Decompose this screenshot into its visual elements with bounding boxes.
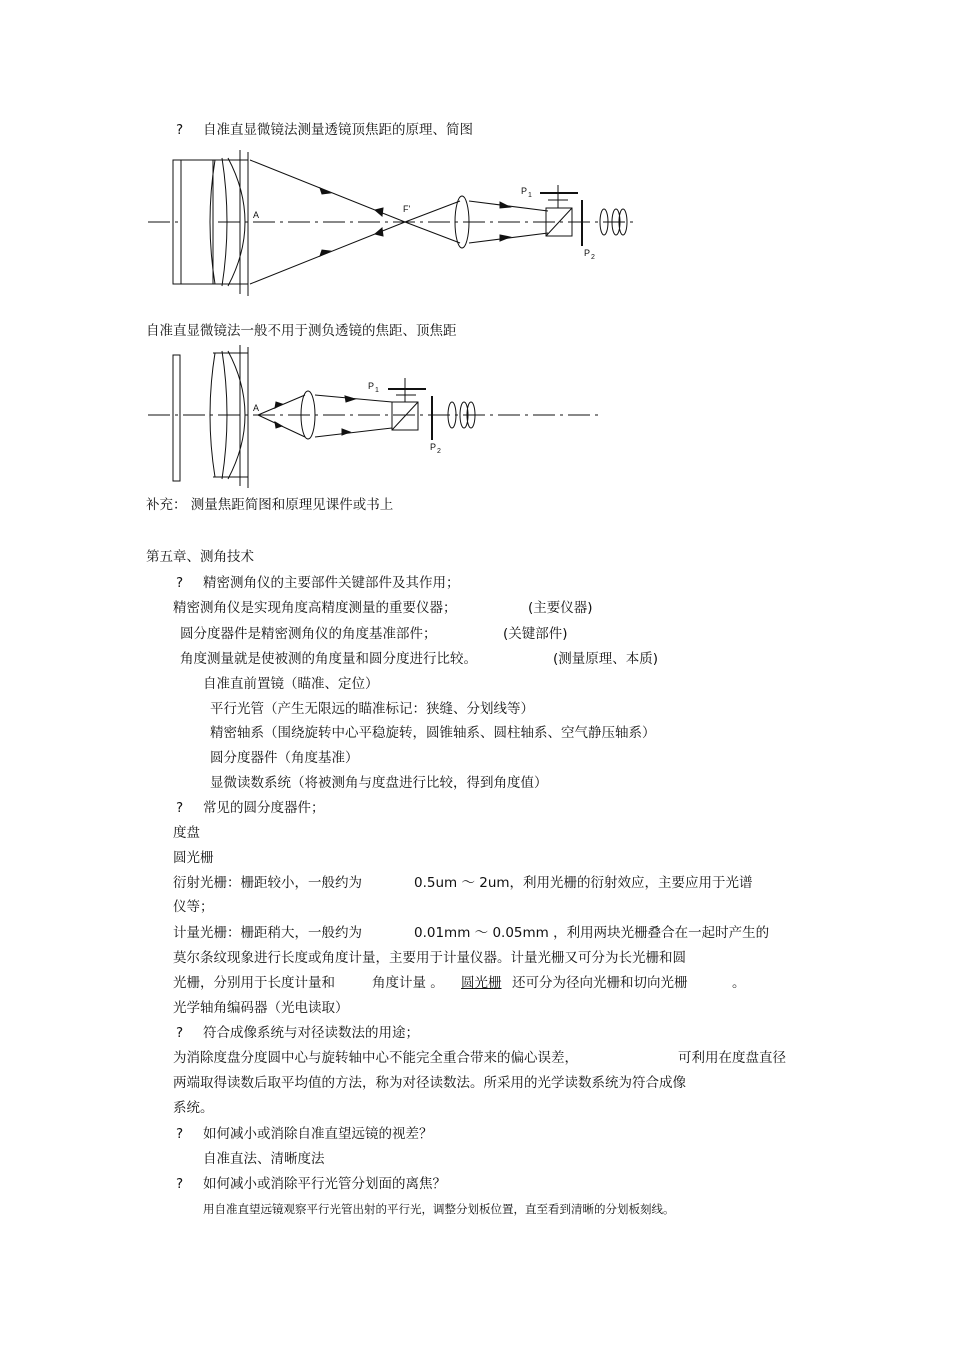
line-2: 圆分度器件是精密测角仪的角度基准部件； — [180, 626, 437, 642]
line-6: 精密轴系（围绕旋转中心平稳旋转，圆锥轴系、圆柱轴系、空气静压轴系） — [210, 725, 656, 741]
label-p2-sub: 2 — [591, 254, 595, 261]
diagram-negative-lens — [148, 345, 600, 488]
question-4-text: 符合成像系统与对径读数法的用途； — [203, 1025, 419, 1041]
answer-4-line-1b: 可利用在度盘直径 — [678, 1050, 786, 1066]
line-1: 精密测角仪是实现角度高精度测量的重要仪器； — [173, 600, 457, 616]
question-1-text: 自准直显微镜法测量透镜顶焦距的原理、简图 — [203, 122, 473, 138]
label-f: F' — [403, 204, 411, 214]
device-2: 圆光栅 — [173, 850, 214, 866]
label-p2: P — [584, 248, 591, 258]
device-4b: 0.01mm ～ 0.05mm ，利用两块光栅叠合在一起时产生的 — [414, 925, 770, 941]
answer-5: 自准直法、清晰度法 — [203, 1151, 325, 1167]
label-p1: P — [521, 186, 528, 196]
device-4c: 莫尔条纹现象进行长度或角度计量，主要用于计量仪器。计量光栅又可分为长光栅和圆 — [173, 950, 686, 966]
question-mark: ? — [176, 1126, 184, 1142]
line-2-note: (关键部件) — [503, 626, 568, 642]
line-3: 角度测量就是使被测的角度量和圆分度进行比较。 — [180, 651, 477, 667]
device-4e: 角度计量 。 — [372, 975, 444, 991]
question-6-text: 如何减小或消除平行光管分划面的离焦？ — [203, 1176, 446, 1192]
label-p1-sub: 1 — [528, 192, 532, 199]
question-mark: ? — [176, 1025, 184, 1041]
answer-4-line-1: 为消除度盘分度圆中心与旋转轴中心不能完全重合带来的偏心误差， — [173, 1050, 578, 1066]
device-1: 度盘 — [173, 825, 200, 841]
device-3a: 衍射光栅：栅距较小，一般约为 — [173, 875, 362, 891]
question-mark: ? — [176, 575, 184, 591]
question-3-text: 常见的圆分度器件； — [203, 800, 325, 816]
device-5: 光学轴角编码器（光电读取） — [173, 1000, 349, 1016]
label-p1-2: P — [368, 381, 375, 391]
line-3-note: (测量原理、本质) — [553, 651, 659, 667]
answer-6: 用自准直望远镜观察平行光管出射的平行光，调整分划板位置，直至看到清晰的分划板刻线。 — [203, 1202, 675, 1216]
device-3b: 0.5um ～ 2um，利用光栅的衍射效应，主要应用于光谱 — [414, 875, 753, 891]
line-1-note: (主要仪器) — [528, 600, 593, 616]
device-4f: 圆光栅 — [461, 975, 502, 991]
device-4h: 。 — [732, 975, 746, 991]
label-p2-2: P — [430, 442, 437, 452]
device-4d: 光栅，分别用于长度计量和 — [173, 975, 335, 991]
chapter-heading: 第五章、测角技术 — [146, 549, 254, 565]
question-5-text: 如何减小或消除自准直望远镜的视差？ — [203, 1126, 433, 1142]
line-7: 圆分度器件（角度基准） — [210, 750, 359, 766]
supplement-note: 补充： 测量焦距简图和原理见课件或书上 — [146, 497, 394, 513]
diagram-autocollimation-microscope — [148, 150, 636, 296]
device-3c: 仪等； — [173, 899, 214, 915]
question-2-text: 精密测角仪的主要部件关键部件及其作用； — [203, 575, 460, 591]
question-mark: ? — [176, 800, 184, 816]
answer-4-line-2: 两端取得读数后取平均值的方法，称为对径读数法。所采用的光学读数系统为符合成像 — [173, 1075, 686, 1091]
reflector-plate-2 — [173, 355, 180, 481]
label-a-2: A — [253, 403, 260, 413]
lens-mount — [181, 160, 213, 284]
label-p2-sub-2: 2 — [437, 448, 441, 455]
line-8: 显微读数系统（将被测角与度盘进行比较，得到角度值） — [210, 775, 548, 791]
label-a: A — [253, 210, 260, 220]
label-p1-sub-2: 1 — [375, 387, 379, 394]
device-4a: 计量光栅：栅距稍大，一般约为 — [173, 925, 362, 941]
question-mark: ? — [176, 122, 184, 138]
answer-4-line-3: 系统。 — [173, 1100, 214, 1116]
line-4: 自准直前置镜（瞄准、定位） — [203, 676, 379, 692]
line-5: 平行光管（产生无限远的瞄准标记：狭缝、分划线等） — [210, 701, 534, 717]
question-mark: ? — [176, 1176, 184, 1192]
caption-negative-lens: 自准直显微镜法一般不用于测负透镜的焦距、顶焦距 — [146, 323, 457, 339]
device-4g: 还可分为径向光栅和切向光栅 — [512, 975, 688, 991]
